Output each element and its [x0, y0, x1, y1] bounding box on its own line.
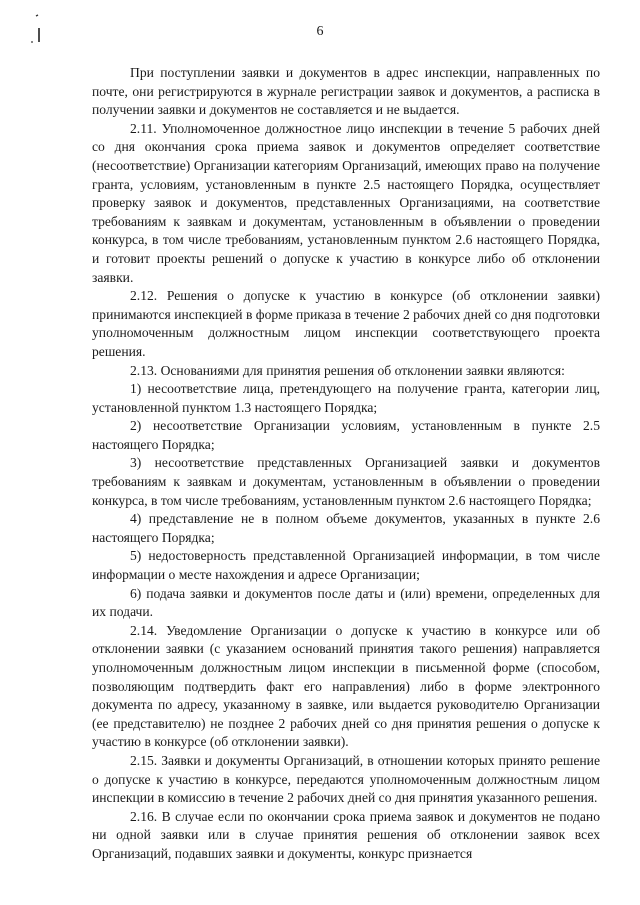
list-item-3: 3) несоответствие представленных Организацией заявки и документов требованиям к заявкам и документам, установленным в объявлении о проведении конкурса, в том числе требованиям, установленным пунктом 2.6 настоящего Порядка;: [92, 455, 600, 508]
list-item-6: 6) подача заявки и документов после даты и (или) времени, определенных для их подачи.: [92, 585, 600, 620]
paragraph-2-16: 2.16. В случае если по окончании срока приема заявок и документов не подано ни одной заявки или в случае принятия решения об отклонении заявок всех Организаций, подавших заявки и документы, конкурс признается: [92, 808, 600, 861]
document-body: [92, 64, 600, 864]
paragraph-2-13: 2.13. Основаниями для принятия решения об отклонении заявки являются:: [130, 362, 565, 378]
list-item-1: 1) несоответствие лица, претендующего на получение гранта, категории лиц, установленной пунктом 1.3 настоящего Порядка;: [92, 381, 600, 415]
paragraph-mail-registration: При поступлении заявки и документов в адрес инспекции, направленных по почте, они регистрируются в журнале регистрации заявок и документов, а расписка в получении заявки и документов не составляется и не выдается.: [92, 65, 600, 118]
list-item-5: 5) недостоверность представленной Организацией информации, в том числе информации о месте нахождения и адресе Организации;: [92, 548, 600, 583]
paragraph-2-15: 2.15. Заявки и документы Организаций, в отношении которых принято решение о допуске к участию в конкурсе, передаются уполномоченным должностным лицом инспекции в комиссию в течение 2 рабочих дней со дня принятия указанного решения.: [92, 752, 600, 806]
paragraph-2-14: 2.14. Уведомление Организации о допуске к участию в конкурсе или об отклонении заявки (с указанием оснований принятия такого решения) направляется уполномоченным должностным лицом инспекции в письменной форме (способом, позволяющим подтвердить факт его направления) либо в форме электронного документа по адресу, указанному в заявке, или выдается руководителю Организации (ее представителю) не позднее 2 рабочих дней со дня принятия решения о допуске к участию в конкурсе (об отклонении заявки).: [92, 622, 600, 750]
list-item-2: 2) несоответствие Организации условиям, установленным в пункте 2.5 настоящего Порядка;: [92, 418, 600, 452]
list-item-4: 4) представление не в полном объеме документов, указанных в пункте 2.6 настоящего Порядка;: [92, 511, 600, 545]
page-number: 6: [316, 24, 324, 39]
paragraph-2-11: 2.11. Уполномоченное должностное лицо инспекции в течение 5 рабочих дней со дня окончания срока приема заявок и документов определяет соответствие (несоответствие) Организации категориям Организаций, имеющих право на получение гранта, условиям, установленным в пункте 2.5 настоящего Порядка, осуществляет проверку заявок и документов, представленных Организациями, на соответствие требованиям к заявкам и документам, установленным в объявлении о проведении конкурса, в том числе требованиям, установленным пунктом 2.6 настоящего Порядка, и готовит проекты решений о допуске к участию в конкурсе либо об отклонении заявки.: [92, 120, 600, 285]
paragraph-2-12: 2.12. Решения о допуске к участию в конкурсе (об отклонении заявки) принимаются инспекцией в форме приказа в течение 2 рабочих дней со дня подготовки уполномоченным должностным лицом инспекции соответствующего проекта решения.: [92, 288, 600, 359]
